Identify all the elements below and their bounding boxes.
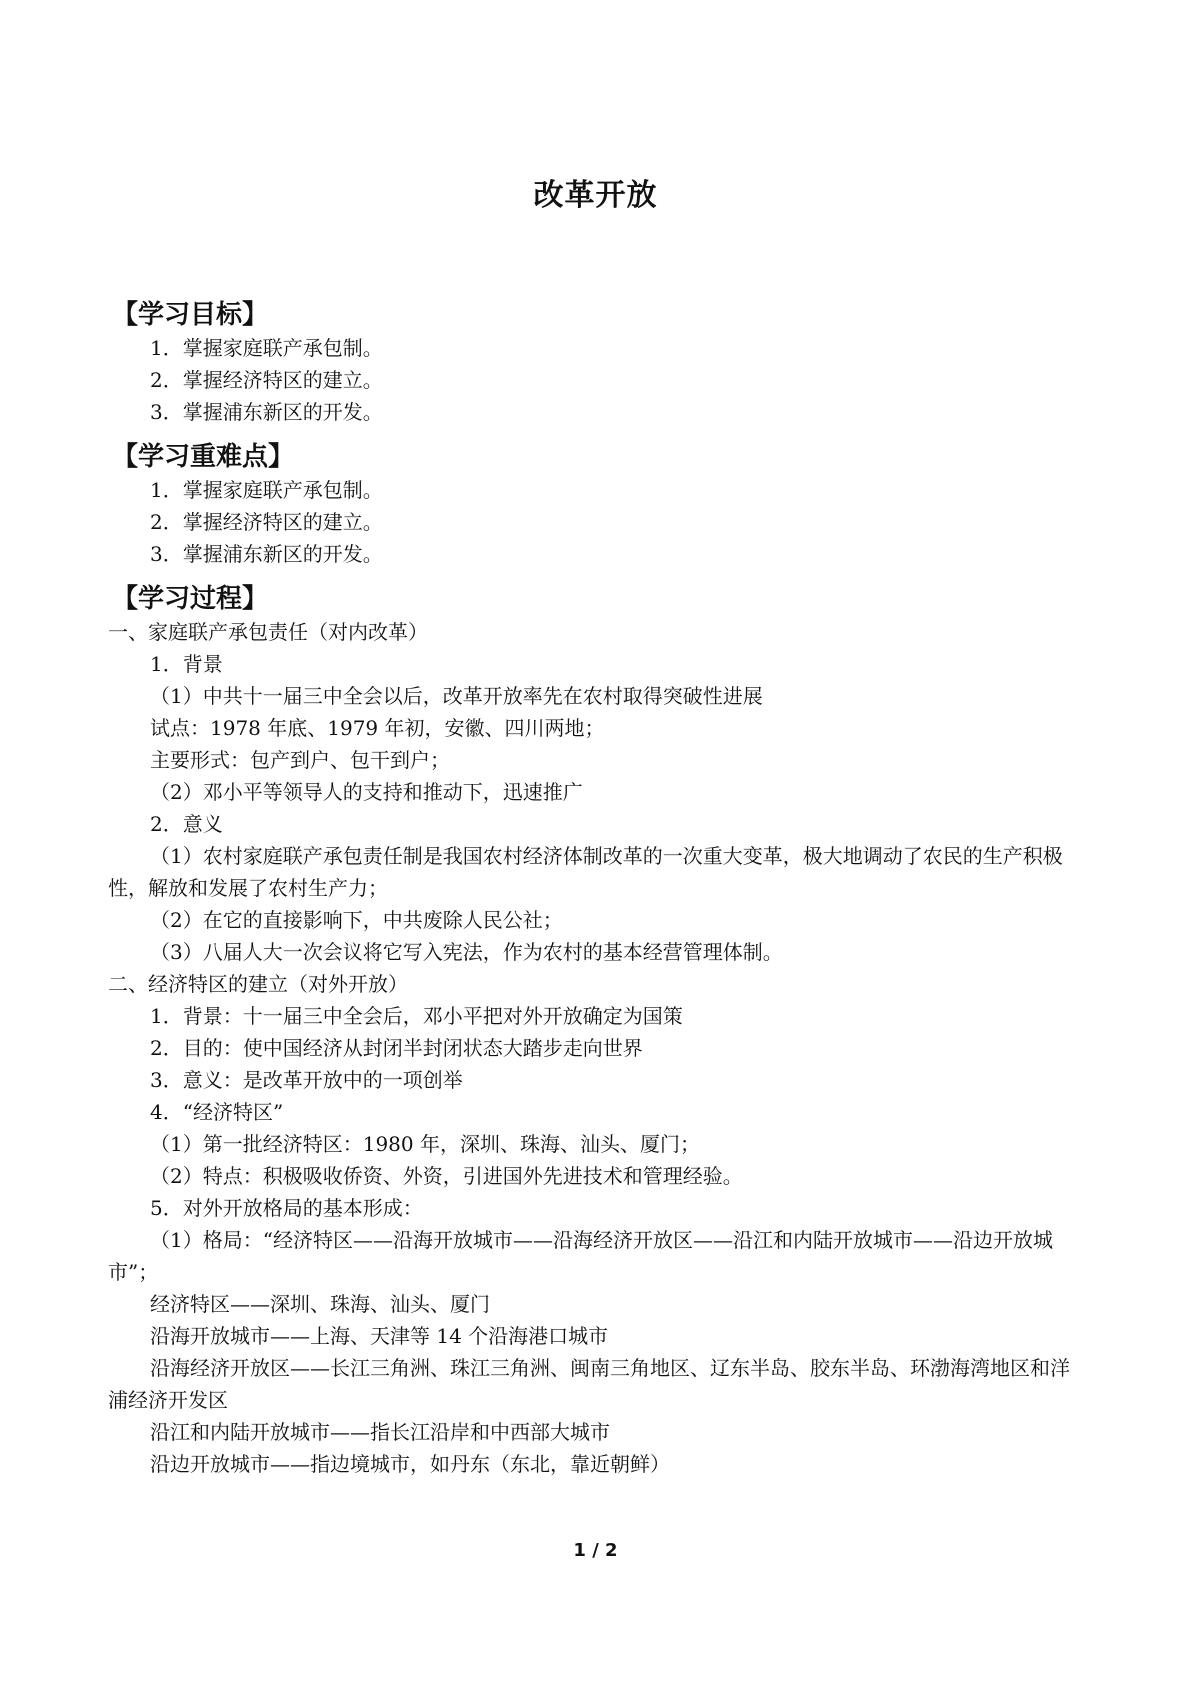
paragraph: 2．目的：使中国经济从封闭半封闭状态大踏步走向世界 bbox=[150, 1036, 643, 1060]
paragraph: 3．意义：是改革开放中的一项创举 bbox=[150, 1068, 463, 1092]
subsection-title: 1．背景 bbox=[150, 652, 223, 676]
paragraph: 经济特区——深圳、珠海、汕头、厦门 bbox=[150, 1292, 490, 1316]
page-title: 改革开放 bbox=[533, 178, 658, 213]
list-item: 1．掌握家庭联产承包制。 bbox=[150, 478, 383, 502]
paragraph: 沿海经济开放区——长江三角洲、珠江三角洲、闽南三角地区、辽东半岛、胶东半岛、环渤海湾地区和洋浦经济开发区 bbox=[108, 1356, 1070, 1412]
document-body bbox=[108, 298, 1088, 1480]
paragraph: （2）邓小平等领导人的支持和推动下，迅速推广 bbox=[150, 780, 583, 804]
section-title: 一、家庭联产承包责任（对内改革） bbox=[108, 620, 428, 644]
process-list bbox=[108, 616, 1088, 1480]
process-heading: 【学习过程】 bbox=[112, 584, 269, 614]
list-item: 2．掌握经济特区的建立。 bbox=[150, 510, 383, 534]
paragraph: 沿江和内陆开放城市——指长江沿岸和中西部大城市 bbox=[150, 1420, 610, 1444]
keypoints-heading: 【学习重难点】 bbox=[112, 442, 295, 472]
paragraph: （2）特点：积极吸收侨资、外资，引进国外先进技术和管理经验。 bbox=[150, 1164, 743, 1188]
section-title: 二、经济特区的建立（对外开放） bbox=[108, 972, 408, 996]
page-number: 1 / 2 bbox=[573, 1540, 618, 1561]
paragraph: 沿海开放城市——上海、天津等 14 个沿海港口城市 bbox=[150, 1324, 609, 1348]
goals-list bbox=[108, 332, 1088, 428]
goals-heading: 【学习目标】 bbox=[112, 300, 269, 330]
keypoints-list bbox=[108, 474, 1088, 570]
paragraph: （3）八届人大一次会议将它写入宪法，作为农村的基本经营管理体制。 bbox=[150, 940, 783, 964]
paragraph: （1）农村家庭联产承包责任制是我国农村经济体制改革的一次重大变革，极大地调动了农民的生产积极性，解放和发展了农村生产力； bbox=[108, 844, 1063, 900]
paragraph: （1）第一批经济特区：1980 年，深圳、珠海、汕头、厦门； bbox=[150, 1132, 700, 1156]
subsection-title: 4．“经济特区” bbox=[150, 1100, 284, 1124]
paragraph: （1）格局：“经济特区——沿海开放城市——沿海经济开放区——沿江和内陆开放城市——沿边开放城市”； bbox=[108, 1228, 1053, 1284]
list-item: 2．掌握经济特区的建立。 bbox=[150, 368, 383, 392]
paragraph: （2）在它的直接影响下，中共废除人民公社； bbox=[150, 908, 563, 932]
list-item: 3．掌握浦东新区的开发。 bbox=[150, 542, 383, 566]
paragraph: 沿边开放城市——指边境城市，如丹东（东北，靠近朝鲜） bbox=[150, 1452, 670, 1476]
subsection-title: 2．意义 bbox=[150, 812, 223, 836]
list-item: 3．掌握浦东新区的开发。 bbox=[150, 400, 383, 424]
paragraph: 主要形式：包产到户、包干到户； bbox=[150, 748, 450, 772]
subsection-title: 5．对外开放格局的基本形成： bbox=[150, 1196, 423, 1220]
paragraph: 试点：1978 年底、1979 年初，安徽、四川两地； bbox=[150, 716, 605, 740]
paragraph: 1．背景：十一届三中全会后，邓小平把对外开放确定为国策 bbox=[150, 1004, 683, 1028]
paragraph: （1）中共十一届三中全会以后，改革开放率先在农村取得突破性进展 bbox=[150, 684, 763, 708]
list-item: 1．掌握家庭联产承包制。 bbox=[150, 336, 383, 360]
